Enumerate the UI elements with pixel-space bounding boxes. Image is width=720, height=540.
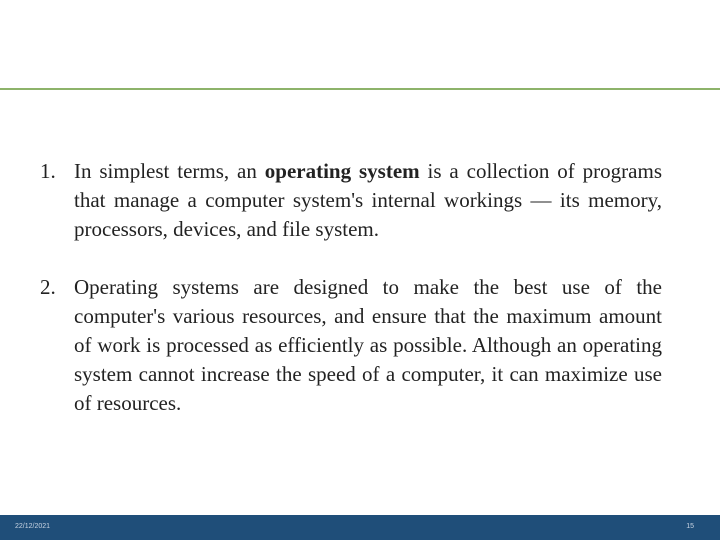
- footer-bar: [0, 515, 720, 540]
- list-item: [40, 157, 662, 244]
- list-item-text-intro: In simplest terms, an: [74, 159, 265, 183]
- bold-term: operating system: [264, 159, 420, 183]
- list-item-text-rest: is a collection of programs that manage a computer system's internal workings — its memory, processors, devices, and file system.: [74, 159, 662, 241]
- list-item-number: 1.: [40, 159, 56, 183]
- list-item-text: [74, 157, 662, 244]
- list-item: [40, 273, 662, 418]
- footer-date: 22/12/2021: [15, 523, 51, 530]
- slide-body: [40, 157, 662, 447]
- header-divider: [0, 88, 720, 90]
- list-item-text: Operating systems are designed to make the best use of the computer's various resources, and ensure that the maximum amount of work is processed as efficiently as possible. Although an operating system cannot increase the speed of a computer, it can maximize use of resources.: [74, 275, 662, 415]
- list-item-number: 2.: [40, 275, 56, 299]
- page-number: 15: [686, 523, 694, 530]
